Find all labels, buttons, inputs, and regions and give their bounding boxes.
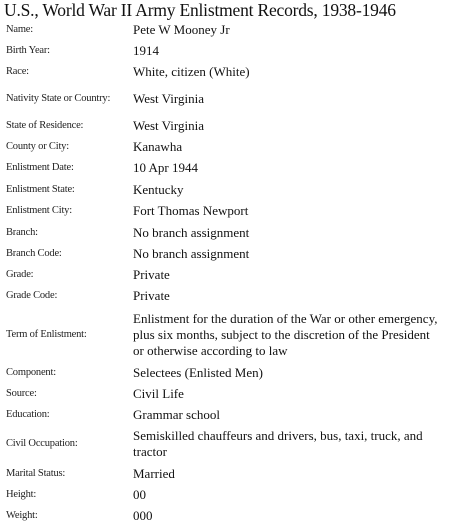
name-label: Name: bbox=[6, 24, 33, 35]
birth-year-value: 1914 bbox=[133, 42, 159, 58]
enlistment-date-value: 10 Apr 1944 bbox=[133, 160, 198, 175]
record-row-grade-code bbox=[0, 285, 450, 307]
record-row-marital-status bbox=[0, 463, 450, 484]
civil-occupation-value: Semiskilled chauffeurs and drivers, bus, taxi, truck, and tractor bbox=[133, 428, 423, 459]
record-row-branch bbox=[0, 222, 450, 243]
term-of-enlistment-value: Enlistment for the duration of the War or other emergency, plus six months, subject to the discretion of the President or otherwise according to law bbox=[133, 310, 438, 358]
grade-code-value: Private bbox=[133, 288, 170, 303]
branch-value: No branch assignment bbox=[133, 224, 250, 240]
enlistment-state-value: Kentucky bbox=[133, 181, 184, 197]
record-row-source bbox=[0, 383, 450, 404]
record-row-height bbox=[0, 484, 450, 505]
record-row-state-of-residence bbox=[0, 115, 450, 137]
record-row-county-or-city bbox=[0, 137, 450, 157]
branch-code-label: Branch Code: bbox=[6, 247, 62, 259]
height-label: Height: bbox=[6, 488, 37, 500]
record-row-component bbox=[0, 362, 450, 383]
record-row-nativity bbox=[0, 83, 450, 115]
component-value: Selectees (Enlisted Men) bbox=[133, 364, 263, 380]
component-label: Component: bbox=[6, 366, 56, 378]
name-value: Pete W Mooney Jr bbox=[133, 22, 230, 37]
state-of-residence-value: West Virginia bbox=[133, 118, 204, 133]
weight-label: Weight: bbox=[6, 509, 38, 521]
height-value: 00 bbox=[133, 486, 146, 502]
branch-code-value: No branch assignment bbox=[133, 245, 250, 261]
record-row-enlistment-state bbox=[0, 179, 450, 200]
record-row-civil-occupation bbox=[0, 425, 450, 463]
state-of-residence-label: State of Residence: bbox=[6, 120, 84, 131]
record-row-name bbox=[0, 20, 450, 40]
record-row-race bbox=[0, 61, 450, 83]
marital-status-value: Married bbox=[133, 465, 175, 481]
weight-value: 000 bbox=[133, 507, 153, 523]
record-row-weight bbox=[0, 505, 450, 526]
branch-label: Branch: bbox=[6, 226, 38, 238]
grade-value: Private bbox=[133, 266, 170, 282]
term-of-enlistment-label: Term of Enlistment: bbox=[6, 328, 87, 340]
record-row-enlistment-city bbox=[0, 200, 450, 222]
race-label: Race: bbox=[6, 66, 29, 77]
nativity-label: Nativity State or Country: bbox=[6, 93, 111, 104]
page-title: U.S., World War II Army Enlistment Records, 1938-1946 bbox=[4, 0, 396, 20]
record-row-grade bbox=[0, 264, 450, 285]
education-label: Education: bbox=[6, 408, 50, 420]
enlistment-city-label: Enlistment City: bbox=[6, 205, 72, 216]
source-value: Civil Life bbox=[133, 385, 184, 401]
nativity-value: West Virginia bbox=[133, 91, 204, 106]
county-or-city-label: County or City: bbox=[6, 141, 69, 152]
race-value: White, citizen (White) bbox=[133, 64, 250, 79]
education-value: Grammar school bbox=[133, 406, 221, 422]
enlistment-date-label: Enlistment Date: bbox=[6, 162, 74, 173]
birth-year-label: Birth Year: bbox=[6, 44, 50, 56]
county-or-city-value: Kanawha bbox=[133, 139, 183, 154]
record-row-enlistment-date bbox=[0, 157, 450, 179]
enlistment-city-value: Fort Thomas Newport bbox=[133, 203, 249, 218]
record-row-term-of-enlistment bbox=[0, 307, 450, 362]
record-table bbox=[0, 20, 450, 526]
record-row-birth-year bbox=[0, 40, 450, 61]
marital-status-label: Marital Status: bbox=[6, 467, 66, 479]
record-row-education bbox=[0, 404, 450, 425]
record-row-branch-code bbox=[0, 243, 450, 264]
source-label: Source: bbox=[6, 387, 37, 399]
enlistment-state-label: Enlistment State: bbox=[6, 183, 75, 195]
grade-code-label: Grade Code: bbox=[6, 290, 58, 301]
grade-label: Grade: bbox=[6, 268, 34, 280]
civil-occupation-label: Civil Occupation: bbox=[6, 438, 78, 449]
